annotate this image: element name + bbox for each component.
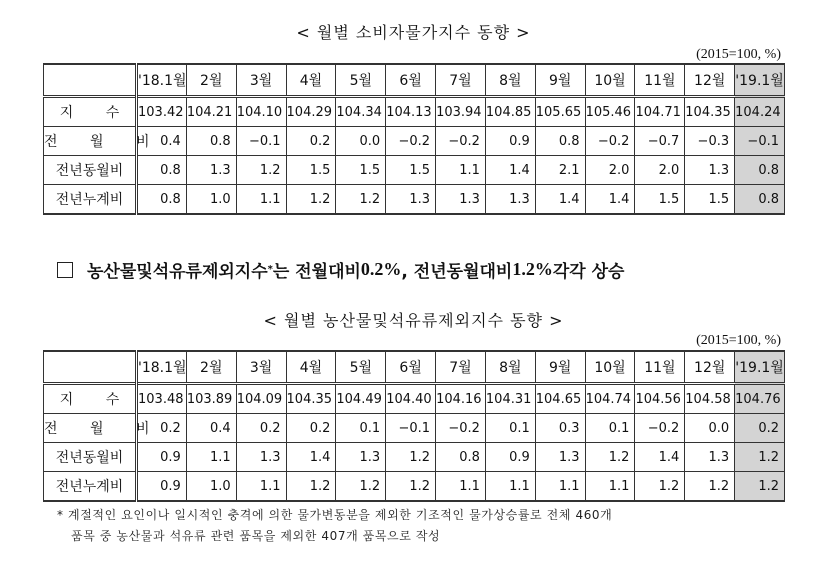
core-index-table: [43, 350, 785, 502]
table-cell: −0.2: [386, 127, 436, 156]
footnote-line: 품목 중 농산물과 석유류 관련 품목을 제외한 407개 품목으로 작성: [71, 529, 441, 543]
table-cell: 0.8: [436, 443, 486, 472]
footnote-line: * 계절적인 요인이나 일시적인 충격에 의한 물가변동분을 제외한 기조적인 물가상승률로 전체 460개: [57, 508, 613, 522]
table-cell: 1.3: [535, 443, 585, 472]
table-cell: 0.2: [236, 414, 286, 443]
column-header: '18.1월: [137, 64, 187, 97]
table-cell: −0.3: [685, 127, 735, 156]
table-cell: 104.13: [386, 97, 436, 127]
column-header: 5월: [336, 351, 386, 384]
table-cell: −0.1: [236, 127, 286, 156]
table-cell: 105.65: [535, 97, 585, 127]
column-header: 4월: [286, 64, 336, 97]
table-row: [44, 443, 785, 472]
table-cell: 104.09: [236, 384, 286, 414]
headline-text: 각각 상승: [552, 262, 625, 282]
column-header: 5월: [336, 64, 386, 97]
column-header: 11월: [635, 64, 685, 97]
column-header: 12월: [685, 351, 735, 384]
column-header-highlighted: '19.1월: [735, 351, 785, 384]
table-cell: 0.9: [485, 127, 535, 156]
table-cell: 1.5: [386, 156, 436, 185]
table-cell: 1.0: [186, 185, 236, 215]
table-cell: 1.1: [186, 443, 236, 472]
column-header: 2월: [186, 64, 236, 97]
table-cell: 103.89: [186, 384, 236, 414]
table-cell: 104.40: [386, 384, 436, 414]
table1-unit: (2015=100, %): [696, 47, 781, 62]
column-header-highlighted: '19.1월: [735, 64, 785, 97]
table-row: [44, 127, 785, 156]
table-cell: 0.0: [685, 414, 735, 443]
table-cell: −0.2: [635, 414, 685, 443]
table-cell: −0.2: [436, 414, 486, 443]
table-cell-highlighted: 0.8: [735, 185, 785, 215]
headline: 농산물및석유류제외지수 * 는 전월대비 0.2% , 전년동월대비 1.2% 각각 상승: [57, 257, 624, 282]
stub-header-cell: [44, 351, 137, 384]
table-cell: 1.5: [286, 156, 336, 185]
column-header: 6월: [386, 351, 436, 384]
table-cell-highlighted: 104.76: [735, 384, 785, 414]
stub-header-cell: [44, 64, 137, 97]
table-cell: 1.2: [336, 472, 386, 502]
table-cell: 104.65: [535, 384, 585, 414]
table-cell: 0.9: [137, 472, 187, 502]
row-label: 지 수: [44, 97, 137, 127]
table-cell: 0.3: [535, 414, 585, 443]
table-row: [44, 384, 785, 414]
headline-value: 1.2%: [512, 259, 553, 279]
column-header: 8월: [485, 351, 535, 384]
table-cell-highlighted: 104.24: [735, 97, 785, 127]
column-header: 8월: [485, 64, 535, 97]
table-cell: 103.94: [436, 97, 486, 127]
table-cell: 1.4: [635, 443, 685, 472]
headline-subject: 농산물및석유류제외지수: [87, 262, 268, 282]
table-cell: 1.2: [236, 156, 286, 185]
table-cell: 1.1: [236, 185, 286, 215]
column-header: 10월: [585, 351, 635, 384]
column-header: 9월: [535, 351, 585, 384]
table-cell: 1.2: [336, 185, 386, 215]
column-header: '18.1월: [137, 351, 187, 384]
table-cell: 2.0: [635, 156, 685, 185]
table-cell: 104.34: [336, 97, 386, 127]
table-cell: 1.1: [585, 472, 635, 502]
table-cell: 1.3: [685, 443, 735, 472]
table-cell: 104.31: [485, 384, 535, 414]
table-cell: 1.0: [186, 472, 236, 502]
table-cell: 1.2: [386, 472, 436, 502]
column-header: 3월: [236, 64, 286, 97]
table1-title: < 월별 소비자물가지수 동향 >: [296, 23, 531, 42]
column-header: 11월: [635, 351, 685, 384]
table-cell: 1.3: [436, 185, 486, 215]
table-cell: 1.4: [286, 443, 336, 472]
table-cell: 104.21: [186, 97, 236, 127]
table-cell: 1.1: [485, 472, 535, 502]
table-cell: 104.85: [485, 97, 535, 127]
table-cell: 0.8: [137, 156, 187, 185]
headline-text: , 전년동월대비: [401, 262, 513, 282]
table-header-row: [44, 64, 785, 97]
table-cell-highlighted: 0.8: [735, 156, 785, 185]
table-header-row: [44, 351, 785, 384]
table-cell: 1.1: [436, 472, 486, 502]
column-header: 2월: [186, 351, 236, 384]
table-cell: 0.1: [336, 414, 386, 443]
table-cell: 1.5: [685, 185, 735, 215]
table-cell: 104.35: [286, 384, 336, 414]
table-row: [44, 472, 785, 502]
table-cell: 1.3: [336, 443, 386, 472]
table-cell: 0.9: [137, 443, 187, 472]
table-cell: 104.56: [635, 384, 685, 414]
table-cell-highlighted: 1.2: [735, 472, 785, 502]
column-header: 4월: [286, 351, 336, 384]
table-cell: 0.0: [336, 127, 386, 156]
table-cell: 0.1: [585, 414, 635, 443]
table-cell-highlighted: 1.2: [735, 443, 785, 472]
table-cell-highlighted: −0.1: [735, 127, 785, 156]
table-cell: 104.71: [635, 97, 685, 127]
row-label: 지 수: [44, 384, 137, 414]
column-header: 3월: [236, 351, 286, 384]
table-cell: 0.8: [186, 127, 236, 156]
table-row: [44, 185, 785, 215]
checkbox-icon: [57, 262, 73, 278]
table-cell: 104.35: [685, 97, 735, 127]
table-cell: 1.4: [535, 185, 585, 215]
column-header: 9월: [535, 64, 585, 97]
table-cell: 104.58: [685, 384, 735, 414]
table-cell: 1.3: [236, 443, 286, 472]
column-header: 10월: [585, 64, 635, 97]
table-cell: 1.3: [685, 156, 735, 185]
table-cell: 104.29: [286, 97, 336, 127]
table-cell: 1.2: [585, 443, 635, 472]
table2-unit: (2015=100, %): [696, 333, 781, 348]
table-row: [44, 414, 785, 443]
table-cell: 104.16: [436, 384, 486, 414]
table-cell: 0.8: [137, 185, 187, 215]
table-cell: 0.1: [485, 414, 535, 443]
headline-text: 는 전월대비: [272, 262, 361, 282]
table-cell: 1.2: [286, 472, 336, 502]
table-cell: 0.4: [137, 127, 187, 156]
table-cell: −0.2: [585, 127, 635, 156]
column-header: 12월: [685, 64, 735, 97]
table-cell: 1.1: [535, 472, 585, 502]
cpi-table: [43, 63, 785, 215]
row-label: 전 월 비: [44, 127, 137, 156]
table-cell: 0.2: [286, 414, 336, 443]
column-header: 7월: [436, 64, 486, 97]
table-cell: 1.1: [236, 472, 286, 502]
table-cell: −0.2: [436, 127, 486, 156]
table-cell: 1.2: [635, 472, 685, 502]
table-cell: 1.3: [386, 185, 436, 215]
row-label: 전년누계비: [44, 185, 137, 215]
table-cell: 1.4: [585, 185, 635, 215]
headline-value: 0.2%: [360, 259, 402, 279]
row-label: 전년동월비: [44, 156, 137, 185]
table-row: [44, 97, 785, 127]
table-cell: 2.0: [585, 156, 635, 185]
table-cell: 1.2: [286, 185, 336, 215]
table-cell: 1.1: [436, 156, 486, 185]
table-cell: 1.2: [685, 472, 735, 502]
table-cell: 0.9: [485, 443, 535, 472]
table-cell: 1.5: [336, 156, 386, 185]
column-header: 7월: [436, 351, 486, 384]
table-cell: 103.48: [137, 384, 187, 414]
table-cell: 0.8: [535, 127, 585, 156]
table-cell: 1.3: [485, 185, 535, 215]
table-cell: 104.10: [236, 97, 286, 127]
row-label: 전년누계비: [44, 472, 137, 502]
table-cell: 0.2: [137, 414, 187, 443]
column-header: 6월: [386, 64, 436, 97]
table-cell: 105.46: [585, 97, 635, 127]
table-row: [44, 156, 785, 185]
table-cell-highlighted: 0.2: [735, 414, 785, 443]
table2-title: < 월별 농산물및석유류제외지수 동향 >: [263, 311, 564, 330]
row-label: 전년동월비: [44, 443, 137, 472]
table-cell: 104.74: [585, 384, 635, 414]
table-cell: 0.4: [186, 414, 236, 443]
table-cell: 104.49: [336, 384, 386, 414]
table-cell: 1.4: [485, 156, 535, 185]
footnote: [57, 505, 612, 547]
table-cell: 1.2: [386, 443, 436, 472]
table-cell: 2.1: [535, 156, 585, 185]
table-cell: 0.2: [286, 127, 336, 156]
table-cell: 103.42: [137, 97, 187, 127]
row-label: 전 월 비: [44, 414, 137, 443]
table-cell: 1.5: [635, 185, 685, 215]
table-cell: 1.3: [186, 156, 236, 185]
table-cell: −0.1: [386, 414, 436, 443]
table-cell: −0.7: [635, 127, 685, 156]
